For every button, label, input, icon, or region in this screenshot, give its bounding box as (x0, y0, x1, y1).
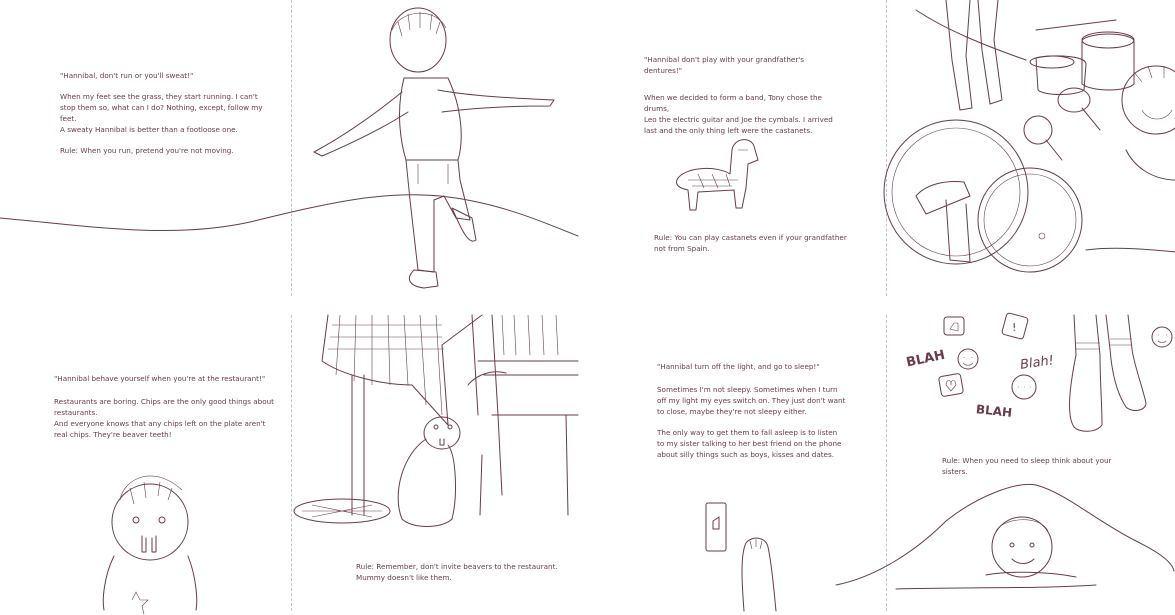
rule-text-sleep: Rule: When you need to sleep think about your sisters. (942, 456, 1112, 476)
spread-restaurant (0, 315, 580, 611)
chat-doodles-illustration (904, 315, 1074, 425)
body-text-2: The only way to get them to fall asleep is to listen to my sister talking to her best friend on the phone about silly things such as boys, kisses and dates. (657, 428, 842, 459)
page-text-sleep (657, 361, 857, 470)
donkey-pinata-illustration (668, 130, 768, 220)
body-text: Sometimes I'm not sleepy. Sometimes when I turn off my light my eyes switch on. They just don't want to close, maybe they're not sleepy either. (657, 385, 846, 416)
blah-doodle-3: Blah! (1019, 353, 1055, 373)
row-gap (0, 297, 1175, 315)
exclamation-icon: ! (1012, 321, 1017, 334)
spread-sleep (596, 315, 1175, 611)
quote-text: "Hannibal don't play with your grandfather's dentures!" (644, 55, 804, 75)
rule-text-band: Rule: You can play castanets even if your grandfather not from Spain. (654, 233, 847, 253)
drum-band-illustration (886, 0, 1175, 296)
beaver-under-table-illustration (292, 315, 580, 555)
running-boy-illustration (300, 0, 560, 296)
spread-band (596, 0, 1175, 296)
quote-text: "Hannibal behave yourself when you're at the restaurant!" (54, 374, 266, 383)
quote-text: "Hannibal, don't run or you'll sweat!" (60, 71, 194, 80)
boy-under-blanket-illustration (836, 481, 1175, 611)
blah-doodle-2: BLAH (975, 402, 1013, 420)
rule-text-restaurant: Rule: Remember, don't invite beavers to the restaurant. Mummy doesn't like them. (356, 562, 558, 582)
body-text: Restaurants are boring. Chips are the only good things about restaurants. And everyone knows that any chips left on the plate aren't real chips. They're beaver teeth! (54, 397, 274, 439)
sisters-feet-illustration (1066, 315, 1175, 445)
body-text: When my feet see the grass, they start running. I can't stop them so, what can I do? Nothing, except, follow my feet. A sweaty Hannibal is better than a footloose one. (60, 92, 263, 134)
light-switch-and-hand-illustration (696, 495, 826, 615)
page-text-restaurant (54, 373, 284, 450)
quote-text: "Hannibal turn off the light, and go to sleep!" (657, 362, 820, 371)
rule-text: Rule: When you run, pretend you're not moving. (60, 146, 234, 155)
spread-running (0, 0, 580, 296)
blah-doodle-1: BLAH (904, 347, 947, 371)
body-text: When we decided to form a band, Tony chose the drums, Leo the electric guitar and Joe the cymbals. I arrived last and the only thing left were the castanets. (644, 93, 833, 135)
hannibal-chips-teeth-illustration (84, 460, 224, 610)
